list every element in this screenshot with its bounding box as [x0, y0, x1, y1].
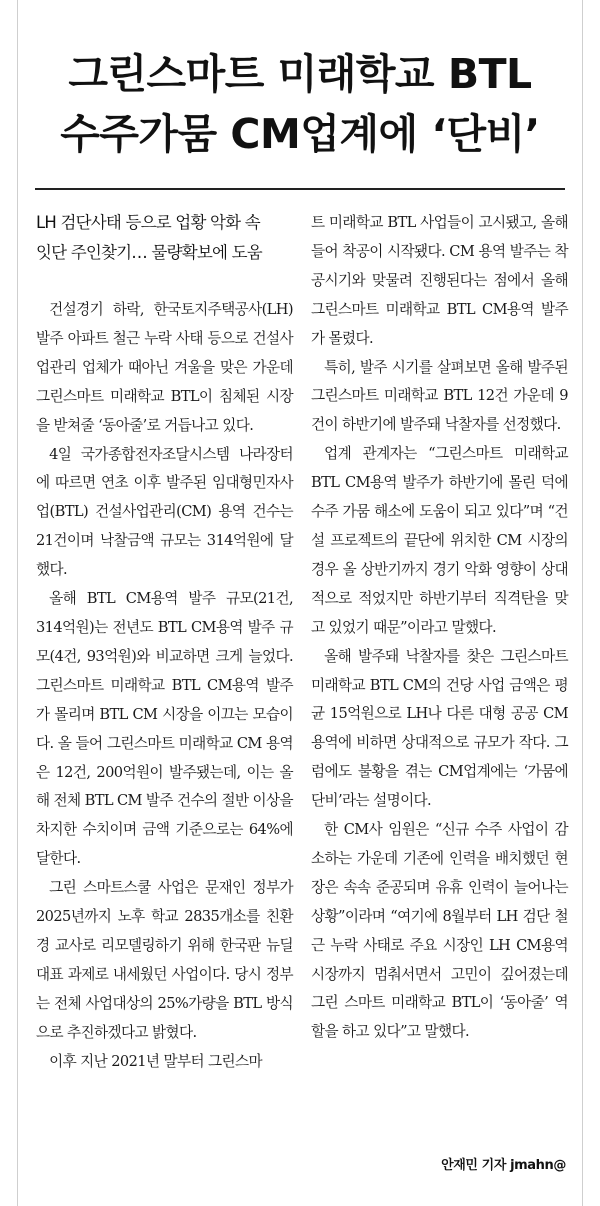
- subheadline-line-1: LH 검단사태 등으로 업황 악화 속: [36, 213, 260, 232]
- left-border: [17, 0, 18, 1206]
- column-left: [36, 208, 293, 1076]
- body-paragraph-continued: 트 미래학교 BTL 사업들이 고시됐고, 올해 들어 착공이 시작됐다. CM 용역 발주는 착공시기와 맞물려 진행된다는 점에서 올해 그린스마트 미래학교 BTL CM용역 발주가 몰렸다.: [311, 214, 568, 347]
- body-paragraph: 이후 지난 2021년 말부터 그린스마: [49, 1052, 262, 1070]
- body-paragraph: 4일 국가종합전자조달시스템 나라장터에 따르면 연초 이후 발주된 임대형민자사업(BTL) 건설사업관리(CM) 용역 건수는 21건이며 낙찰금액 규모는 314억원에 달했다.: [36, 445, 293, 579]
- body-paragraph: 한 CM사 임원은 “신규 수주 사업이 감소하는 가운데 기존에 인력을 배치했던 현장은 속속 준공되며 유휴 인력이 늘어나는 상황”이라며 “여기에 8월부터 LH 검단 철근 누락 사태로 주요 시장인 LH CM용역 시장까지 멈춰서면서 고민이 깊어졌는데 그린 스마트 미래학교 BTL이 ‘동아줄’ 역할을 하고 있다”고 말했다.: [311, 821, 568, 1041]
- body-paragraph: 건설경기 하락, 한국토지주택공사(LH) 발주 아파트 철근 누락 사태 등으로 건설사업관리 업체가 때아닌 겨울을 맞은 가운데 그린스마트 미래학교 BTL이 침체된 시장을 받쳐줄 ‘동아줄’로 거듭나고 있다.: [36, 301, 293, 434]
- body-paragraph: 그린 스마트스쿨 사업은 문재인 정부가 2025년까지 노후 학교 2835개소를 친환경 교사로 리모델링하기 위해 한국판 뉴딜 대표 과제로 내세웠던 사업이다. 당시 정부는 전체 사업대상의 25%가량을 BTL 방식으로 추진하겠다고 밝혔다.: [36, 879, 293, 1041]
- body-paragraph: 특히, 발주 시기를 살펴보면 올해 발주된 그린스마트 미래학교 BTL 12건 가운데 9건이 하반기에 발주돼 낙찰자를 선정했다.: [311, 358, 568, 434]
- subheadline: [36, 208, 293, 268]
- headline-divider: [35, 188, 565, 190]
- headline-line-2: 수주가뭄 CM업계에 ‘단비’: [60, 110, 540, 158]
- column-right: [311, 209, 568, 1047]
- headline-line-1: 그린스마트 미래학교 BTL: [68, 50, 532, 98]
- headline: [18, 44, 582, 164]
- body-paragraph: 올해 BTL CM용역 발주 규모(21건, 314억원)는 전년도 BTL CM용역 발주 규모(4건, 93억원)와 비교하면 크게 늘었다. 그린스마트 미래학교 BTL CM용역 발주가 몰리며 BTL CM 시장을 이끄는 모습이다. 올 들어 그린스마트 미래학교 CM 용역은 12건, 200억원이 발주됐는데, 이는 올해 전체 BTL CM 발주 건수의 절반 이상을 차지한 수치이며 금액 기준으로는 64%에 달한다.: [36, 590, 294, 868]
- body-paragraph: 업계 관계자는 “그린스마트 미래학교 BTL CM용역 발주가 하반기에 몰린 덕에 수주 가뭄 해소에 도움이 되고 있다”며 “건설 프로젝트의 끝단에 위치한 CM 시장의 경우 올 상반기까지 경기 악화 영향이 상대적으로 적었지만 하반기부터 직격탄을 맞고 있었기 때문”이라고 말했다.: [311, 445, 568, 636]
- right-border: [582, 0, 583, 1206]
- subheadline-line-2: 잇단 주인찾기… 물량확보에 도움: [36, 243, 262, 262]
- body-paragraph: 올해 발주돼 낙찰자를 찾은 그린스마트 미래학교 BTL CM의 건당 사업 금액은 평균 15억원으로 LH나 다른 대형 공공 CM 용역에 비하면 상대적으로 규모가 작다. 그럼에도 불황을 겪는 CM업계에는 ‘가뭄에 단비’라는 설명이다.: [311, 647, 568, 810]
- byline: 안재민 기자 jmahn@: [441, 1158, 566, 1173]
